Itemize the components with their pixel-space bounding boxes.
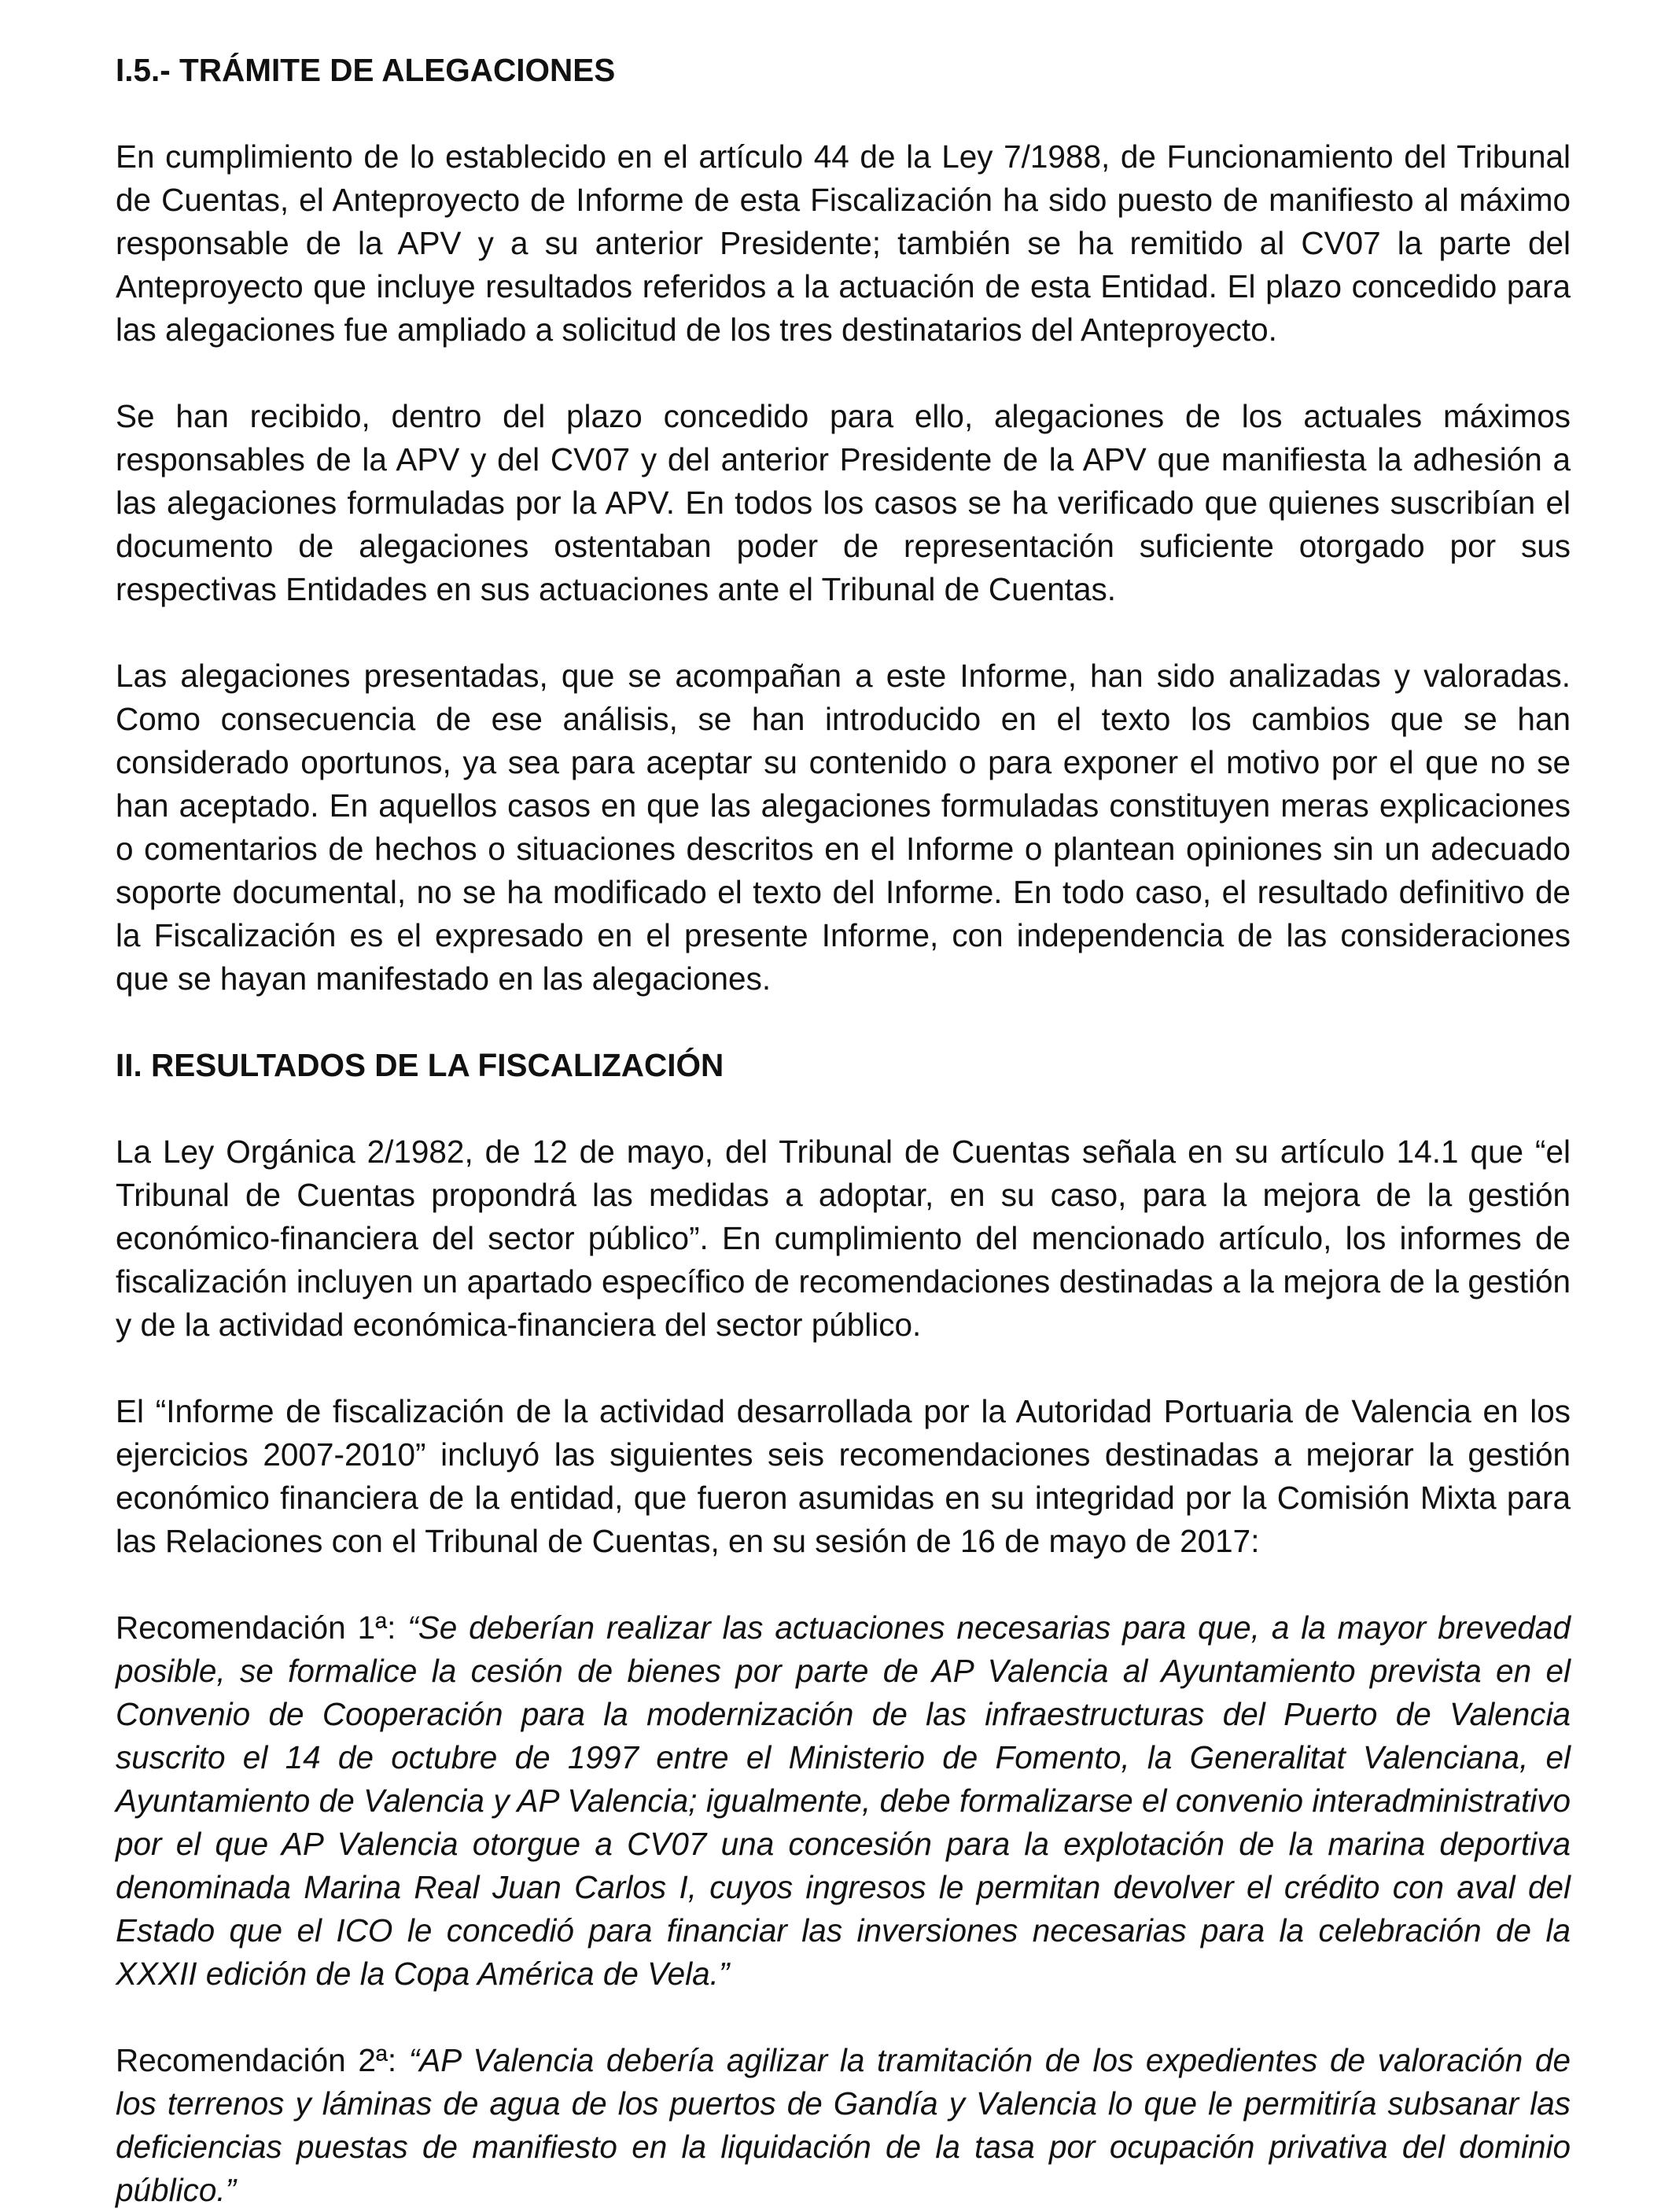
- section-heading-resultados: II. RESULTADOS DE LA FISCALIZACIÓN: [116, 1047, 724, 1083]
- recommendation-1-separator: :: [387, 1609, 408, 1646]
- recommendation-2-label: Recomendación 2ª: [116, 2042, 388, 2078]
- section-heading-tramite-alegaciones: I.5.- TRÁMITE DE ALEGACIONES: [116, 52, 616, 88]
- recommendation-1: [116, 1606, 1571, 1996]
- recommendation-2-text: “AP Valencia debería agilizar la tramitación de los expedientes de valoración de los terrenos y láminas de agua de los puertos de Gandía y Valencia lo que le permitiría subsanar las deficiencias puestas de manifiesto en la liquidación de la tasa por ocupación privativa del dominio público.”: [116, 2042, 1571, 2208]
- paragraph-alegaciones-3: Las alegaciones presentadas, que se acompañan a este Informe, han sido analizadas y valoradas. Como consecuencia de ese análisis, se han introducido en el texto los cambios que se han considerado oportunos, ya sea para aceptar su contenido o para exponer el motivo por el que no se han aceptado. En aquellos casos en que las alegaciones formuladas constituyen meras explicaciones o comentarios de hechos o situaciones descritos en el Informe o plantean opiniones sin un adecuado soporte documental, no se ha modificado el texto del Informe. En todo caso, el resultado definitivo de la Fiscalización es el expresado en el presente Informe, con independencia de las consideraciones que se hayan manifestado en las alegaciones.: [116, 658, 1571, 997]
- recommendation-1-label: Recomendación 1ª: [116, 1609, 388, 1646]
- paragraph-alegaciones-2: Se han recibido, dentro del plazo concedido para ello, alegaciones de los actuales máximos responsables de la APV y del CV07 y del anterior Presidente de la APV que manifiesta la adhesión a las alegaciones formuladas por la APV. En todos los casos se ha verificado que quienes suscribían el documento de alegaciones ostentaban poder de representación suficiente otorgado por sus respectivas Entidades en sus actuaciones ante el Tribunal de Cuentas.: [116, 398, 1571, 607]
- paragraph-alegaciones-1: En cumplimiento de lo establecido en el artículo 44 de la Ley 7/1988, de Funcionamiento del Tribunal de Cuentas, el Anteproyecto de Informe de esta Fiscalización ha sido puesto de manifiesto al máximo responsable de la APV y a su anterior Presidente; también se ha remitido al CV07 la parte del Anteproyecto que incluye resultados referidos a la actuación de esta Entidad. El plazo concedido para las alegaciones fue ampliado a solicitud de los tres destinatarios del Anteproyecto.: [116, 138, 1571, 348]
- paragraph-resultados-2: El “Informe de fiscalización de la actividad desarrollada por la Autoridad Portuaria de Valencia en los ejercicios 2007-2010” incluyó las siguientes seis recomendaciones destinadas a mejorar la gestión económico financiera de la entidad, que fueron asumidas en su integridad por la Comisión Mixta para las Relaciones con el Tribunal de Cuentas, en su sesión de 16 de mayo de 2017:: [116, 1393, 1571, 1559]
- document-page: [116, 49, 1571, 2212]
- recommendation-1-text: “Se deberían realizar las actuaciones necesarias para que, a la mayor brevedad posible, se formalice la cesión de bienes por parte de AP Valencia al Ayuntamiento prevista en el Convenio de Cooperación para la modernización de las infraestructuras del Puerto de Valencia suscrito el 14 de octubre de 1997 entre el Ministerio de Fomento, la Generalitat Valenciana, el Ayuntamiento de Valencia y AP Valencia; igualmente, debe formalizarse el convenio interadministrativo por el que AP Valencia otorgue a CV07 una concesión para la explotación de la marina deportiva denominada Marina Real Juan Carlos I, cuyos ingresos le permitan devolver el crédito con aval del Estado que el ICO le concedió para financiar las inversiones necesarias para la celebración de la XXXII edición de la Copa América de Vela.”: [116, 1609, 1571, 1992]
- recommendation-2-separator: :: [387, 2042, 409, 2078]
- paragraph-resultados-1: La Ley Orgánica 2/1982, de 12 de mayo, del Tribunal de Cuentas señala en su artículo 14.1 que “el Tribunal de Cuentas propondrá las medidas a adoptar, en su caso, para la mejora de la gestión económico-financiera del sector público”. En cumplimiento del mencionado artículo, los informes de fiscalización incluyen un apartado específico de recomendaciones destinadas a la mejora de la gestión y de la actividad económica-financiera del sector público.: [116, 1134, 1571, 1343]
- recommendation-2: [116, 2039, 1571, 2212]
